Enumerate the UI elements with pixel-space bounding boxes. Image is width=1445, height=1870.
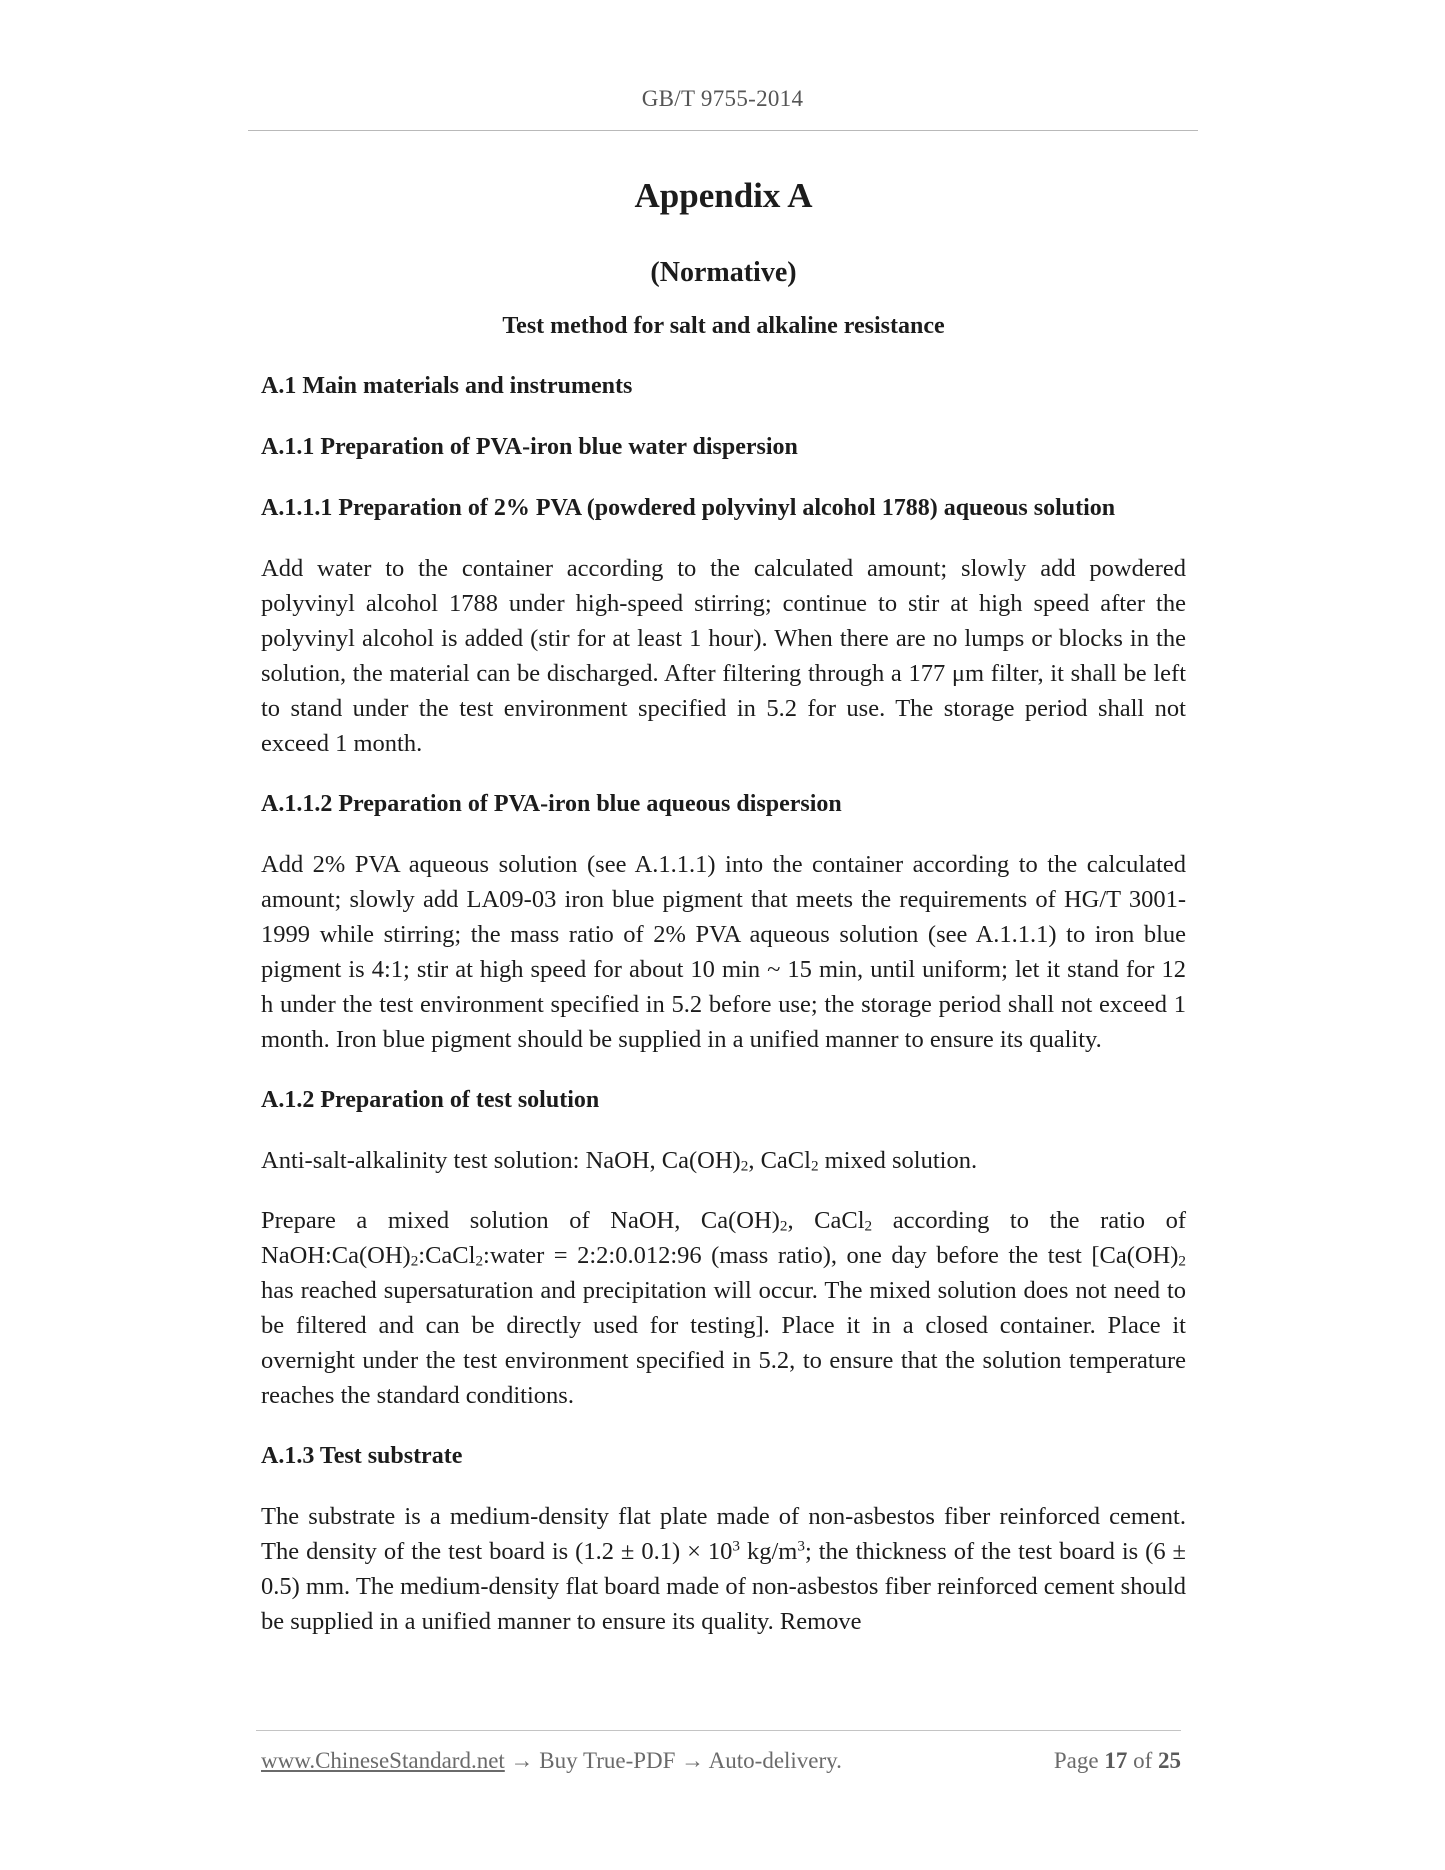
heading-a12: A.1.2 Preparation of test solution [261,1087,600,1113]
paragraph-a112: Add 2% PVA aqueous solution (see A.1.1.1) into the container according to the calculated amount; slowly add LA09-03 iron blue pigment that meets the requirements of HG/T 3001-1999 while stirring; the mass ratio of 2% PVA aqueous solution (see A.1.1.1) to iron blue pigment is 4:1; stir at high speed for about 10 min ~ 15 min, until uniform; let it stand for 12 h under the test environment specified in 5.2 before use; the storage period shall not exceed 1 month. Iron blue pigment should be supplied in a unified manner to ensure its quality. [261,851,1186,1053]
page-content [261,170,1186,1639]
appendix-title: Appendix A [634,176,813,215]
text-run: has reached supersaturation and precipitation will occur. The mixed solution does not need to be filtered and can be directly used for testing]. Place it in a closed container. Place it overnight under the test environment specified in 5.2, to ensure that the solution temperature reaches the standard conditions. [261,1277,1186,1409]
paragraph-a12-preparation [261,1203,1186,1413]
text-run: :water = 2:2:0.012:96 (mass ratio), one day before the test [Ca(OH) [483,1242,1179,1269]
footer-promo [261,1748,842,1774]
subscript: 2 [410,1252,419,1270]
site-link[interactable]: www.ChineseStandard.net [261,1748,505,1773]
subscript: 2 [475,1252,484,1270]
text-run: according to the ratio of NaOH:Ca(OH) [261,1207,1186,1269]
footer-divider [256,1730,1181,1731]
page-current: 17 [1104,1748,1128,1773]
subscript: 2 [810,1157,819,1175]
heading-a11: A.1.1 Preparation of PVA-iron blue water dispersion [261,434,798,460]
text-run: :CaCl [418,1242,476,1269]
appendix-nature: (Normative) [650,257,797,288]
standard-code-header: GB/T 9755-2014 [641,86,804,111]
subscript: 2 [779,1217,788,1235]
paragraph-a12-solution [261,1143,1186,1178]
heading-a111: A.1.1.1 Preparation of 2% PVA (powdered polyvinyl alcohol 1788) aqueous solution [261,495,1116,521]
text-run: mixed solution. [818,1147,978,1174]
text-run: ; the thickness of the test board is (6 ± 0.5) mm. The medium-density flat board made of non-asbestos fiber reinforced cement should be supplied in a unified manner to ensure its quality. Remove [261,1538,1186,1635]
subscript: 2 [864,1217,873,1235]
text-run: Prepare a mixed solution of NaOH, Ca(OH) [261,1207,780,1234]
page-total: 25 [1158,1748,1181,1773]
text-run: , CaCl [748,1147,811,1174]
text-run: Anti-salt-alkalinity test solution: NaOH, Ca(OH) [261,1147,741,1174]
heading-a112: A.1.1.2 Preparation of PVA-iron blue aqueous dispersion [261,791,842,817]
text-run: The substrate is a medium-density flat plate made of non-asbestos fiber reinforced cement. The density of the test board is (1.2 ± 0.1) × 10 [261,1503,1186,1565]
text-run: kg/m [740,1538,798,1565]
header-divider [248,130,1198,131]
promo-text: → Buy True-PDF → Auto-delivery. [504,1748,842,1773]
superscript: 3 [797,1537,805,1555]
superscript: 3 [732,1537,741,1555]
page-label: Page [1053,1748,1099,1773]
page-indicator [1054,1748,1181,1774]
subscript: 2 [1178,1252,1186,1270]
appendix-subject: Test method for salt and alkaline resistance [502,313,945,339]
heading-a13: A.1.3 Test substrate [261,1443,463,1469]
heading-a1: A.1 Main materials and instruments [261,373,633,399]
text-run: , CaCl [787,1207,865,1234]
paragraph-a13 [261,1499,1186,1639]
subscript: 2 [740,1157,749,1175]
of-label: of [1133,1748,1153,1773]
paragraph-a111: Add water to the container according to the calculated amount; slowly add powdered polyvinyl alcohol 1788 under high-speed stirring; continue to stir at high speed after the polyvinyl alcohol is added (stir for at least 1 hour). When there are no lumps or blocks in the solution, the material can be discharged. After filtering through a 177 μm filter, it shall be left to stand under the test environment specified in 5.2 for use. The storage period shall not exceed 1 month. [261,555,1186,757]
